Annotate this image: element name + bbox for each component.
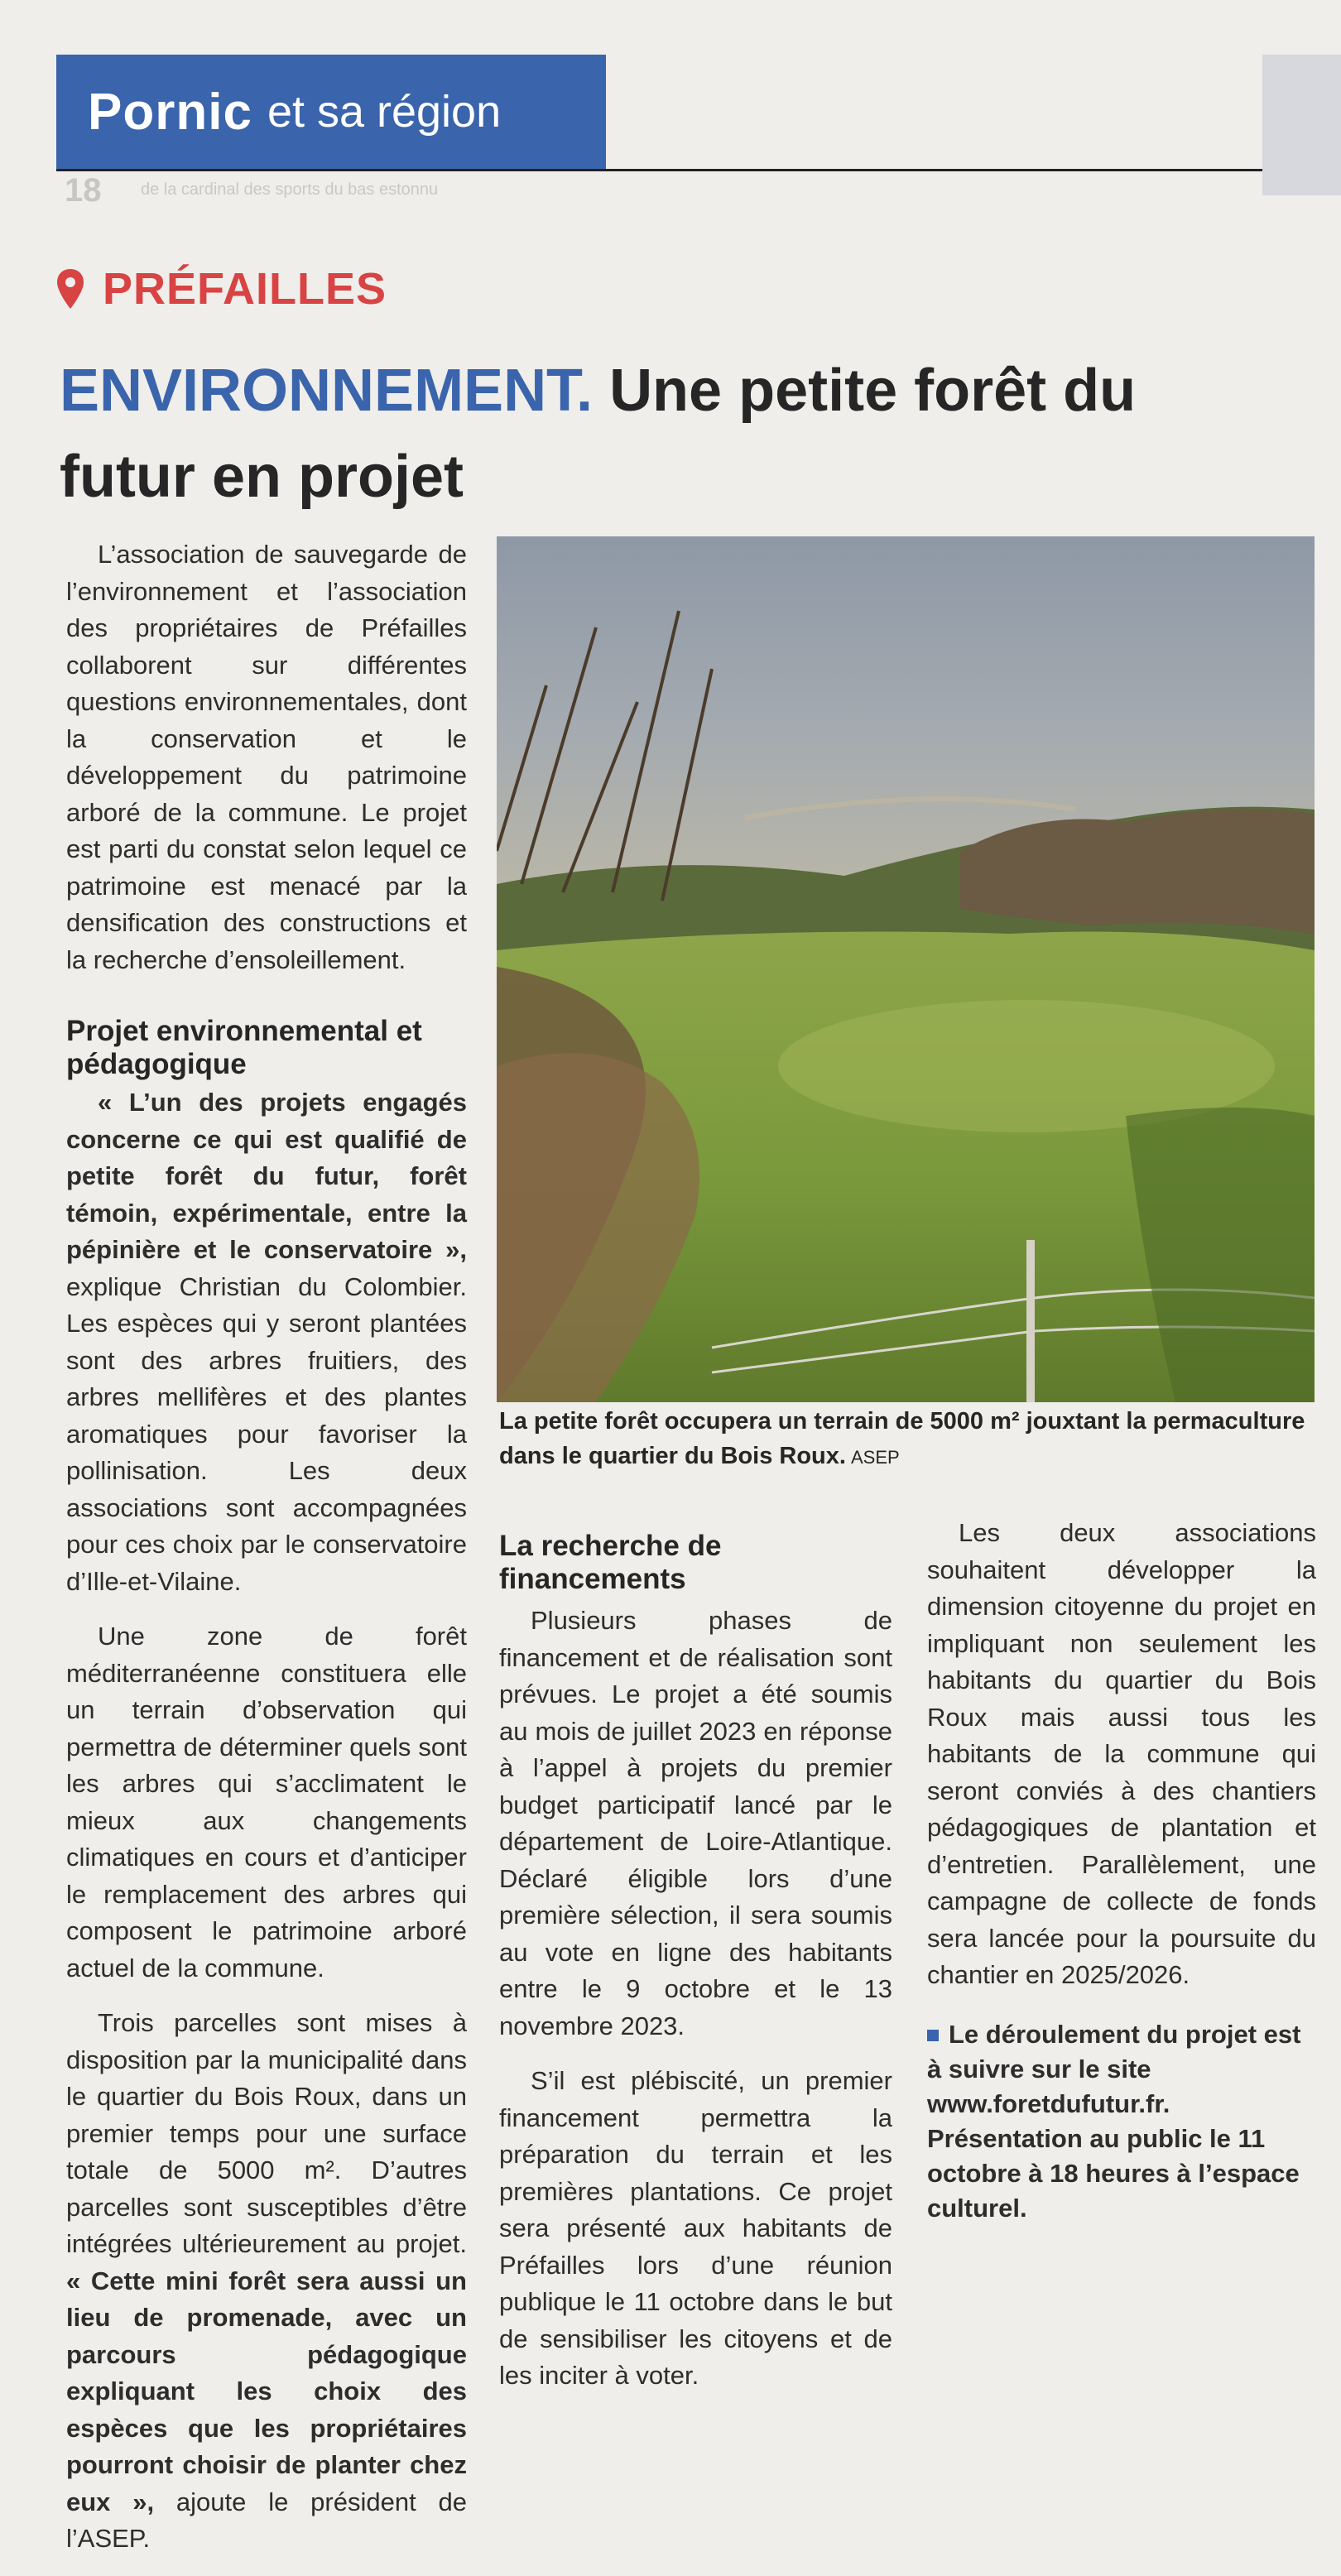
location-pin-icon	[56, 268, 84, 310]
photo-credit: ASEP	[850, 1447, 900, 1468]
article-column-2	[499, 1515, 892, 2413]
section-header	[56, 55, 606, 169]
field-photo-image	[497, 536, 1315, 1402]
photo-caption	[499, 1404, 1319, 1475]
bleed-through-text: de la cardinal des sports du bas estonnu	[141, 180, 439, 199]
paragraph-text: ajoute le président de l’ASEP.	[66, 2487, 467, 2553]
article-paragraph: Les deux associations souhaitent développer la dimension citoyenne du projet en impliquant non seulement les habitants du quartier du Bois Roux mais aussi tous les habitants de la commune qui seront conviés à des chantiers pédagogiques de plantation et d’entretien. Parallèlement, une campagne de collecte de fonds sera lancée pour la poursuite du chantier en 2025/2026.	[927, 1518, 1316, 1989]
headline-title: Une petite forêt du futur en projet	[60, 358, 1137, 510]
bleed-through-page-number: 18	[65, 172, 102, 209]
location-name: PRÉFAILLES	[103, 264, 387, 314]
quote-text: « L’un des projets engagés concerne ce qui est qualifié de petite forêt du futur, forêt témoin, expérimentale, entre la pépinière et le conservatoire »,	[66, 1088, 467, 1264]
article-paragraph: Une zone de forêt méditerranéenne constituera elle un terrain d’observation qui permettra de déterminer quels sont les arbres qui s’acclimatent le mieux aux changements climatiques en cours et d’anticiper le remplacement des arbres qui composent le patrimoine arboré actuel de la commune.	[66, 1622, 467, 1982]
section-heading: Projet environnemental et pédagogique	[66, 1015, 422, 1080]
info-note	[927, 2017, 1316, 2226]
bleed-through-block	[1262, 55, 1341, 195]
header-divider	[56, 169, 1341, 171]
article-paragraph	[66, 2005, 467, 2558]
article-photo	[497, 536, 1315, 1402]
article-lead: L’association de sauvegarde de l’environnement et l’association des propriétaires de Préfailles collaborent sur différentes questions environnementales, dont la conservation et le développement du patrimoine arboré de la commune. Le projet est parti du constat selon lequel ce patrimoine est menacé par la densification des constructions et la recherche d’ensoleillement.	[66, 540, 467, 974]
headline-rubric: ENVIRONNEMENT.	[60, 358, 594, 424]
caption-text: La petite forêt occupera un terrain de 5000 m² jouxtant la permaculture dans le quartier du Bois Roux.	[499, 1408, 1305, 1469]
paragraph-text: Trois parcelles sont mises à disposition par la municipalité dans le quartier du Bois Roux, dans un premier temps pour une surface totale de 5000 m². D’autres parcelles sont susceptibles d’être intégrées ultérieurement au projet.	[66, 2008, 467, 2258]
article-column-3	[927, 1515, 1316, 2244]
article-column-1	[66, 536, 467, 2576]
article-paragraph: S’il est plébiscité, un premier financement permettra la préparation du terrain et les premières plantations. Ce projet sera présenté aux habitants de Préfailles lors d’une réunion publique le 11 octobre dans le but de sensibiliser les citoyens et de les inciter à voter.	[499, 2066, 892, 2390]
section-town: Pornic	[88, 83, 252, 141]
paragraph-text: explique Christian du Colombier. Les espèces qui y seront plantées sont des arbres fruitiers, des arbres mellifères et des plantes aromatiques pour favoriser la pollinisation. Les deux associations sont accompagnées pour ces choix par le conservatoire d’Ille-et-Vilaine.	[66, 1271, 467, 1596]
article-paragraph: Plusieurs phases de financement et de réalisation sont prévues. Le projet a été soumis au mois de juillet 2023 en réponse à l’appel à projets du premier budget participatif lancé par le département de Loire-Atlantique. Déclaré éligible lors d’une première sélection, il sera soumis au vote en ligne des habitants entre le 9 octobre et le 13 novembre 2023.	[499, 1606, 892, 2040]
section-heading: La recherche de financements	[499, 1530, 722, 1595]
quote-text: « Cette mini forêt sera aussi un lieu de promenade, avec un parcours pédagogique expliquant les choix des espèces que les propriétaires pourront choisir de planter chez eux »,	[66, 2266, 467, 2516]
bullet-square-icon	[927, 2030, 939, 2041]
article-headline	[60, 348, 1252, 520]
article-paragraph	[66, 1084, 467, 1600]
section-region: et sa région	[267, 87, 502, 137]
note-text: Le déroulement du projet est à suivre sur le site www.foretdufutur.fr. Présentation au public le 11 octobre à 18 heures à l’espace culturel.	[927, 2019, 1301, 2223]
location-kicker	[56, 263, 387, 315]
